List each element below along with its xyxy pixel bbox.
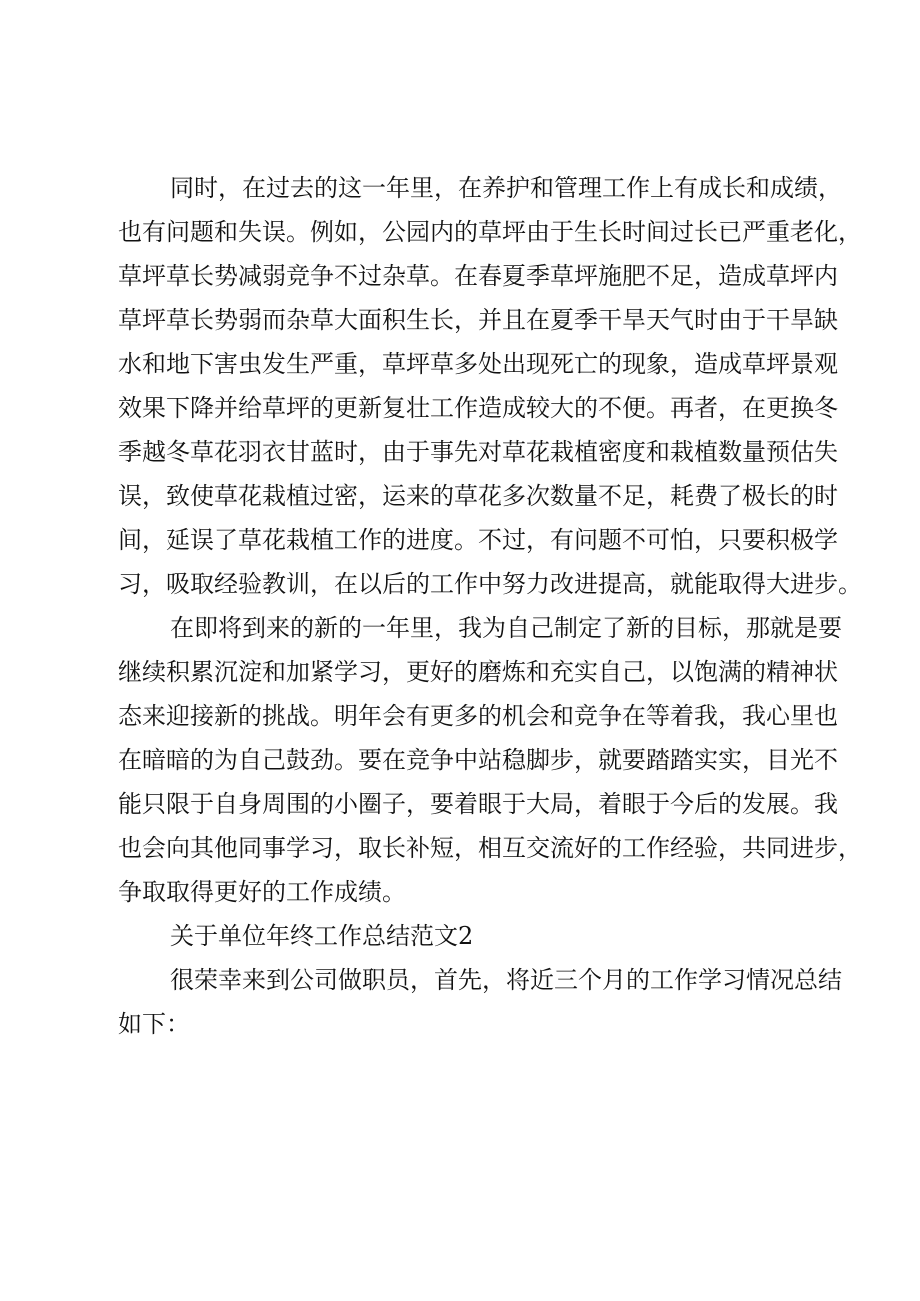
paragraph-1 [118,166,862,606]
text-line: 效果下降并给草坪的更新复壮工作造成较大的不便。再者，在更换冬 [118,394,838,422]
text-line: 在即将到来的新的一年里，我为自己制定了新的目标，那就是要 [170,614,842,642]
text-line: 能只限于自身周围的小圈子，要着眼于大局，着眼于今后的发展。我 [118,790,838,818]
paragraph-3 [118,958,842,1046]
text-line: 继续积累沉淀和加紧学习，更好的磨炼和充实自己，以饱满的精神状 [118,658,838,686]
document-body [118,166,862,1046]
text-line: 同时，在过去的这一年里，在养护和管理工作上有成长和成绩， [170,174,842,202]
text-line: 水和地下害虫发生严重，草坪草多处出现死亡的现象，造成草坪景观 [118,350,838,378]
text-line: 草坪草长势减弱竞争不过杂草。在春夏季草坪施肥不足，造成草坪内 [118,262,838,290]
section-title: 关于单位年终工作总结范文2 [170,922,474,950]
text-line: 间，延误了草花栽植工作的进度。不过，有问题不可怕，只要积极学 [118,526,838,554]
text-line: 在暗暗的为自己鼓劲。要在竞争中站稳脚步，就要踏踏实实，目光不 [118,746,838,774]
text-line: 也会向其他同事学习，取长补短，相互交流好的工作经验，共同进步， [118,834,862,862]
text-line: 草坪草长势弱而杂草大面积生长，并且在夏季干旱天气时由于干旱缺 [118,306,838,334]
text-line: 习，吸取经验教训，在以后的工作中努力改进提高，就能取得大进步。 [118,570,862,598]
text-line: 误，致使草花栽植过密，运来的草花多次数量不足，耗费了极长的时 [118,482,838,510]
text-line: 态来迎接新的挑战。明年会有更多的机会和竞争在等着我，我心里也 [118,702,838,730]
text-line: 也有问题和失误。例如，公园内的草坪由于生长时间过长已严重老化， [118,218,862,246]
text-line: 季越冬草花羽衣甘蓝时，由于事先对草花栽植密度和栽植数量预估失 [118,438,838,466]
paragraph-2 [118,606,862,914]
text-line: 如下： [118,1010,190,1038]
text-line: 争取取得更好的工作成绩。 [118,878,406,906]
section-heading [118,914,838,958]
text-line: 很荣幸来到公司做职员，首先，将近三个月的工作学习情况总结 [170,966,842,994]
